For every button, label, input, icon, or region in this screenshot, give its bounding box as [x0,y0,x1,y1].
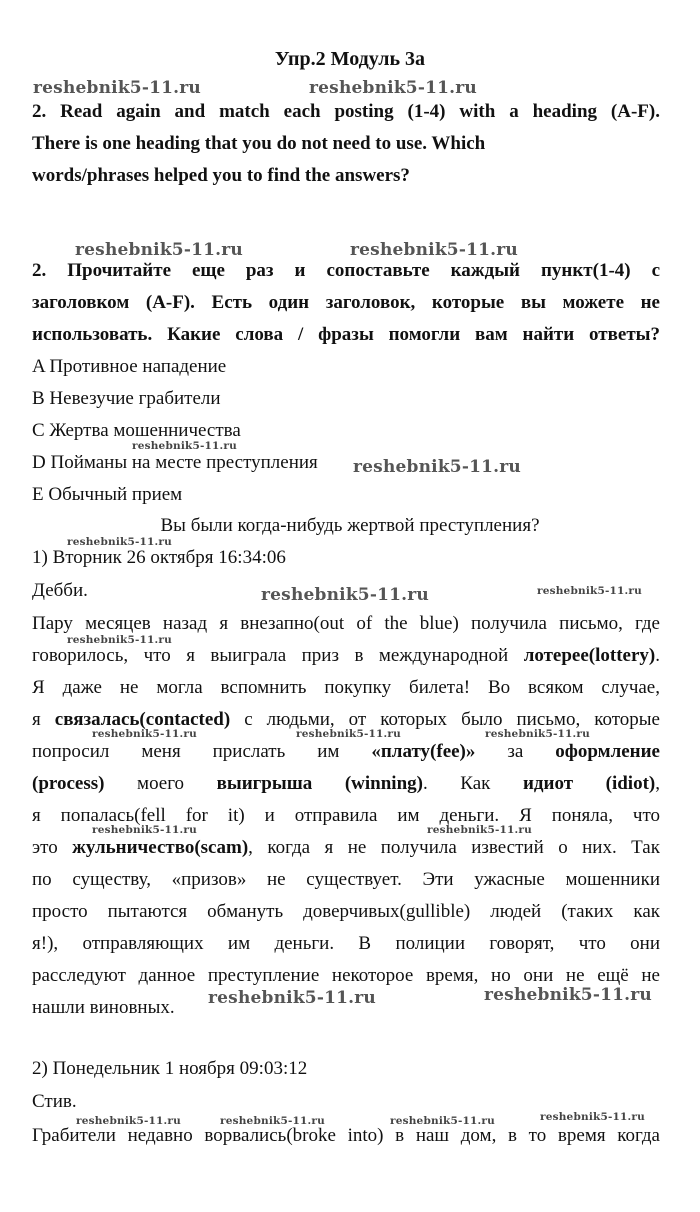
post1-line-5: попросил меня прислать им «плату(fee)» за оформление [32,741,660,762]
page-title: Упр.2 Модуль 3а [274,48,426,70]
heading-e: E Обычный прием [32,484,183,505]
post1-line-11: я!), отправляющих им деньги. В полиции говорят, что они [32,933,660,954]
post1-line-7: я попалась(fell for it) и отправила им деньги. Я поняла, что [32,805,660,826]
post1-line-6: (process) моего выигрыша (winning). Как идиот (idiot), [32,773,660,794]
post2-line-1: Грабители недавно ворвались(broke into) в наш дом, в то время когда [32,1125,660,1146]
watermark: reshebnik5-11.ru [485,728,590,740]
task-en-line-3: words/phrases helped you to find the answers? [32,165,410,186]
watermark: reshebnik5-11.ru [296,728,401,740]
task-en-line-2: There is one heading that you do not need to use. Which [32,133,486,154]
watermark: reshebnik5-11.ru [309,78,477,98]
watermark: reshebnik5-11.ru [540,1111,645,1123]
heading-d: D Пойманы на месте преступления [32,452,318,473]
post1-line-2: говорилось, что я выиграла приз в международной лотерее(lottery). [32,645,660,666]
watermark: reshebnik5-11.ru [350,240,518,260]
watermark: reshebnik5-11.ru [75,240,243,260]
watermark: reshebnik5-11.ru [67,634,172,646]
watermark: reshebnik5-11.ru [92,728,197,740]
post2-date: 2) Понедельник 1 ноября 09:03:12 [32,1058,308,1079]
watermark: reshebnik5-11.ru [427,824,532,836]
post1-line-13: нашли виновных. [32,997,175,1018]
post2-author: Стив. [32,1091,77,1112]
watermark: reshebnik5-11.ru [33,78,201,98]
post1-author: Дебби. [32,580,88,601]
post1-line-1: Пару месяцев назад я внезапно(out of the blue) получила письмо, где [32,613,660,634]
watermark: reshebnik5-11.ru [261,585,429,605]
post1-line-12: расследуют данное преступление некоторое время, но они не ещё не [32,965,660,986]
watermark: reshebnik5-11.ru [132,440,237,452]
task-ru-line-1: 2. Прочитайте еще раз и сопоставьте каждый пункт(1-4) с [32,260,660,281]
watermark: reshebnik5-11.ru [208,988,376,1008]
task-ru-line-3: использовать. Какие слова / фразы помогли вам найти ответы? [32,324,660,345]
post1-line-10: просто пытаются обмануть доверчивых(gullible) людей (таких как [32,901,660,922]
watermark: reshebnik5-11.ru [390,1115,495,1127]
watermark: reshebnik5-11.ru [484,985,652,1005]
watermark: reshebnik5-11.ru [353,457,521,477]
post1-line-8: это жульничество(scam), когда я не получила известий о них. Так [32,837,660,858]
heading-a: A Противное нападение [32,356,227,377]
subtitle: Вы были когда-нибудь жертвой преступления? [160,515,540,536]
post1-line-4: я связалась(contacted) с людьми, от которых было письмо, которые [32,709,660,730]
watermark: reshebnik5-11.ru [537,585,642,597]
watermark: reshebnik5-11.ru [220,1115,325,1127]
post1-line-9: по существу, «призов» не существует. Эти ужасные мошенники [32,869,660,890]
task-en-line-1: 2. Read again and match each posting (1-4) with a heading (A-F). [32,101,660,122]
heading-c: C Жертва мошенничества [32,420,241,441]
heading-b: B Невезучие грабители [32,388,221,409]
watermark: reshebnik5-11.ru [67,536,172,548]
task-ru-line-2: заголовком (A-F). Есть один заголовок, которые вы можете не [32,292,660,313]
watermark: reshebnik5-11.ru [92,824,197,836]
post1-line-3: Я даже не могла вспомнить покупку билета! Во всяком случае, [32,677,660,698]
post1-date: 1) Вторник 26 октября 16:34:06 [32,547,286,568]
watermark: reshebnik5-11.ru [76,1115,181,1127]
